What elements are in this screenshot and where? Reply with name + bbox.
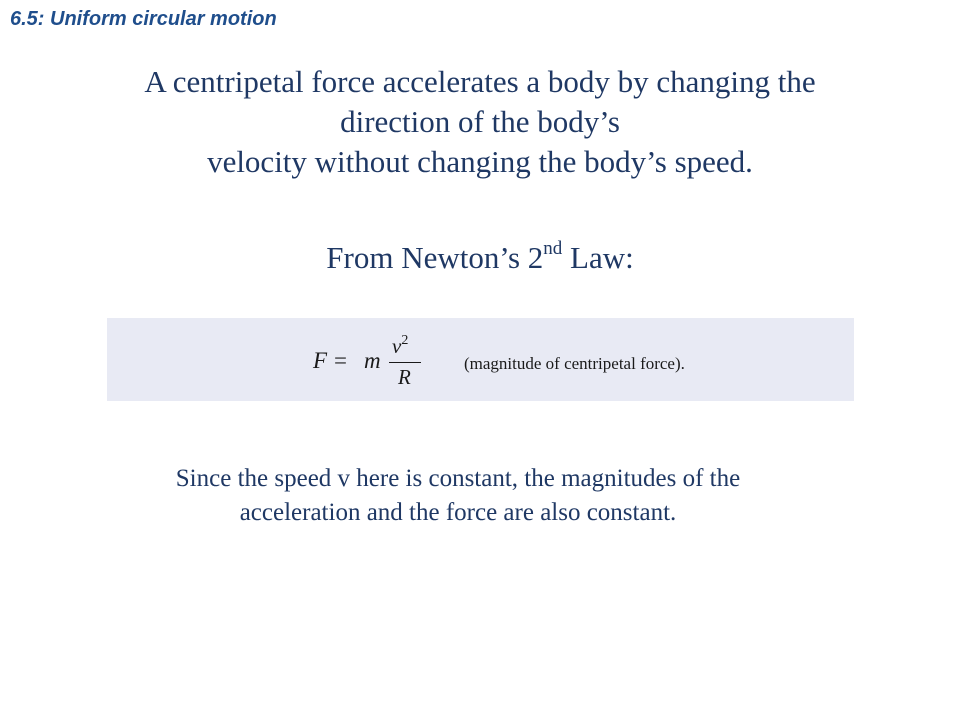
law-suffix: Law: — [562, 240, 634, 275]
eq-fraction-bar — [389, 362, 421, 363]
centripetal-force-equation — [107, 318, 854, 401]
eq-note: (magnitude of centripetal force). — [464, 354, 685, 373]
conclusion-line-2: acceleration and the force are also constant. — [239, 499, 677, 526]
law-prefix: From Newton’s 2 — [326, 240, 544, 275]
intro-line-1: A centripetal force accelerates a body by changing the — [144, 64, 816, 99]
section-title: 6.5: Uniform circular motion — [10, 8, 277, 30]
eq-equals-sign: = — [334, 348, 347, 373]
eq-mass-symbol: m — [364, 348, 381, 373]
eq-denominator: R — [398, 365, 411, 389]
conclusion-line-1: Since the speed v here is constant, the magnitudes of the — [175, 465, 741, 492]
newton-law-heading — [0, 240, 960, 276]
eq-exponent: 2 — [401, 333, 409, 348]
eq-force-symbol: F — [313, 348, 328, 373]
intro-text — [0, 62, 960, 182]
eq-numerator — [392, 334, 408, 359]
eq-velocity-symbol: v — [392, 334, 402, 358]
intro-line-3: velocity without changing the body’s speed. — [207, 144, 753, 179]
intro-line-2: direction of the body’s — [340, 104, 620, 139]
equation-box — [107, 318, 854, 401]
conclusion-text — [0, 462, 916, 530]
law-superscript: nd — [543, 238, 563, 259]
